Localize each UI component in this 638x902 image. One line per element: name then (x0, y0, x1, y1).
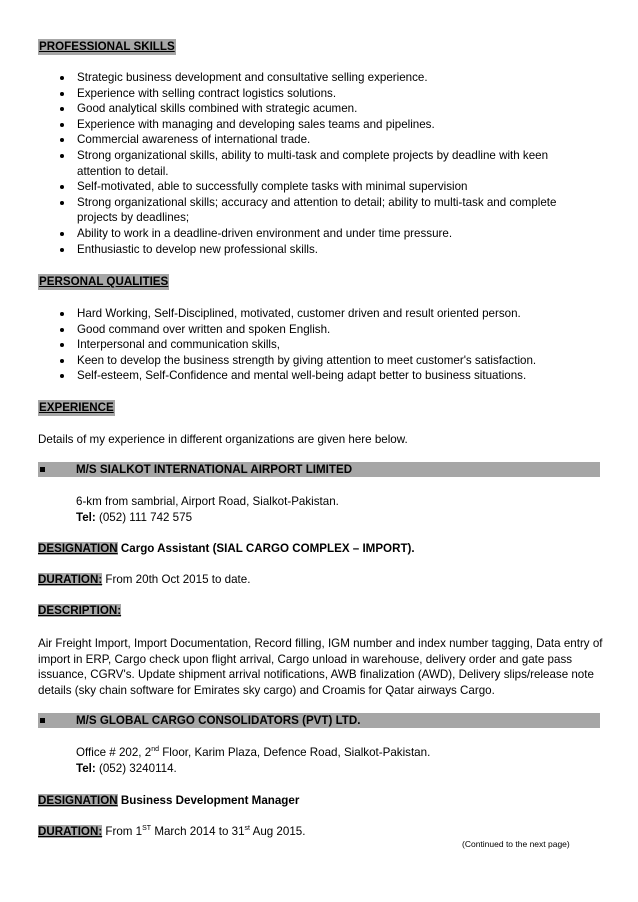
list-item: Good command over written and spoken English. (38, 322, 578, 338)
tel-value: (052) 111 742 575 (95, 511, 193, 524)
continued-note: (Continued to the next page) (462, 839, 570, 849)
duration-part: From 1 (102, 825, 143, 838)
duration-sup: ST (142, 825, 152, 832)
company-bar-global-cargo (38, 713, 600, 728)
list-item: Strong organizational skills; accuracy and attention to detail; ability to multi-task and complete projects by deadlines; (38, 195, 578, 226)
tel-label: Tel: (76, 511, 96, 524)
duration-part: Aug 2015. (250, 825, 306, 838)
company-tel (76, 510, 192, 526)
personal-qualities-list (38, 306, 578, 384)
duration-part: March 2014 to 31 (151, 825, 245, 838)
designation-line (38, 541, 415, 557)
address-part: Floor, Karim Plaza, Defence Road, Sialkot-Pakistan. (159, 746, 431, 759)
company-name: M/S SIALKOT INTERNATIONAL AIRPORT LIMITED (76, 463, 353, 476)
list-item: Experience with managing and developing sales teams and pipelines. (38, 117, 578, 133)
experience-heading: EXPERIENCE (39, 401, 114, 414)
duration-line (38, 824, 305, 840)
list-item: Ability to work in a deadline-driven environment and under time pressure. (38, 226, 578, 242)
list-item: Hard Working, Self-Disciplined, motivated, customer driven and result oriented person. (38, 306, 578, 322)
list-item: Strong organizational skills, ability to multi-task and complete projects by deadline with keen attention to detail. (38, 148, 578, 179)
list-item: Interpersonal and communication skills, (38, 337, 578, 353)
description-label: DESCRIPTION: (38, 604, 122, 617)
duration-value: From 20th Oct 2015 to date. (102, 573, 251, 586)
list-item: Enthusiastic to develop new professional skills. (38, 242, 578, 258)
professional-skills-heading: PROFESSIONAL SKILLS (39, 40, 175, 53)
company-name: M/S GLOBAL CARGO CONSOLIDATORS (PVT) LTD. (76, 714, 361, 727)
square-bullet-icon (40, 467, 45, 472)
list-item: Commercial awareness of international trade. (38, 132, 578, 148)
list-item: Keen to develop the business strength by giving attention to meet customer's satisfaction. (38, 353, 578, 369)
address-part: Office # 202, 2 (76, 746, 152, 759)
company-tel (76, 761, 177, 777)
list-item: Self-motivated, able to successfully complete tasks with minimal supervision (38, 179, 578, 195)
duration-line (38, 572, 250, 588)
job-description: Air Freight Import, Import Documentation, Record filling, IGM number and index number tagging, Data entry of import in ERP, Cargo check upon flight arrival, Cargo unload in warehouse, delivery order and gate pass issuance, CGRV's. Update shipment arrival notifications, AWB finalization (AWD), Delivery slips/release note details (sky chain software for Emirates sky cargo) and Croamis for Qatar airways Cargo. (38, 637, 603, 697)
designation-value: Business Development Manager (117, 794, 300, 807)
tel-label: Tel: (76, 762, 96, 775)
list-item: Good analytical skills combined with strategic acumen. (38, 101, 578, 117)
company-address (76, 745, 430, 761)
designation-value: Cargo Assistant (SIAL CARGO COMPLEX – IMPORT). (117, 542, 415, 555)
company-bar-sialkot-airport (38, 462, 600, 477)
experience-intro: Details of my experience in different organizations are given here below. (38, 433, 408, 446)
duration-label: DURATION: (38, 573, 103, 586)
list-item: Strategic business development and consultative selling experience. (38, 70, 578, 86)
designation-line (38, 793, 299, 809)
duration-label: DURATION: (38, 825, 103, 838)
duration-sup: st (244, 825, 250, 832)
company-address: 6-km from sambrial, Airport Road, Sialkot-Pakistan. (76, 495, 339, 508)
personal-qualities-heading: PERSONAL QUALITIES (39, 275, 169, 288)
designation-label: DESIGNATION (38, 542, 118, 555)
tel-value: (052) 3240114. (95, 762, 177, 775)
list-item: Experience with selling contract logistics solutions. (38, 86, 578, 102)
square-bullet-icon (40, 718, 45, 723)
description-line (38, 603, 121, 619)
address-sup: nd (151, 746, 159, 753)
professional-skills-list (38, 70, 578, 257)
list-item: Self-esteem, Self-Confidence and mental well-being adapt better to business situations. (38, 368, 578, 384)
designation-label: DESIGNATION (38, 794, 118, 807)
